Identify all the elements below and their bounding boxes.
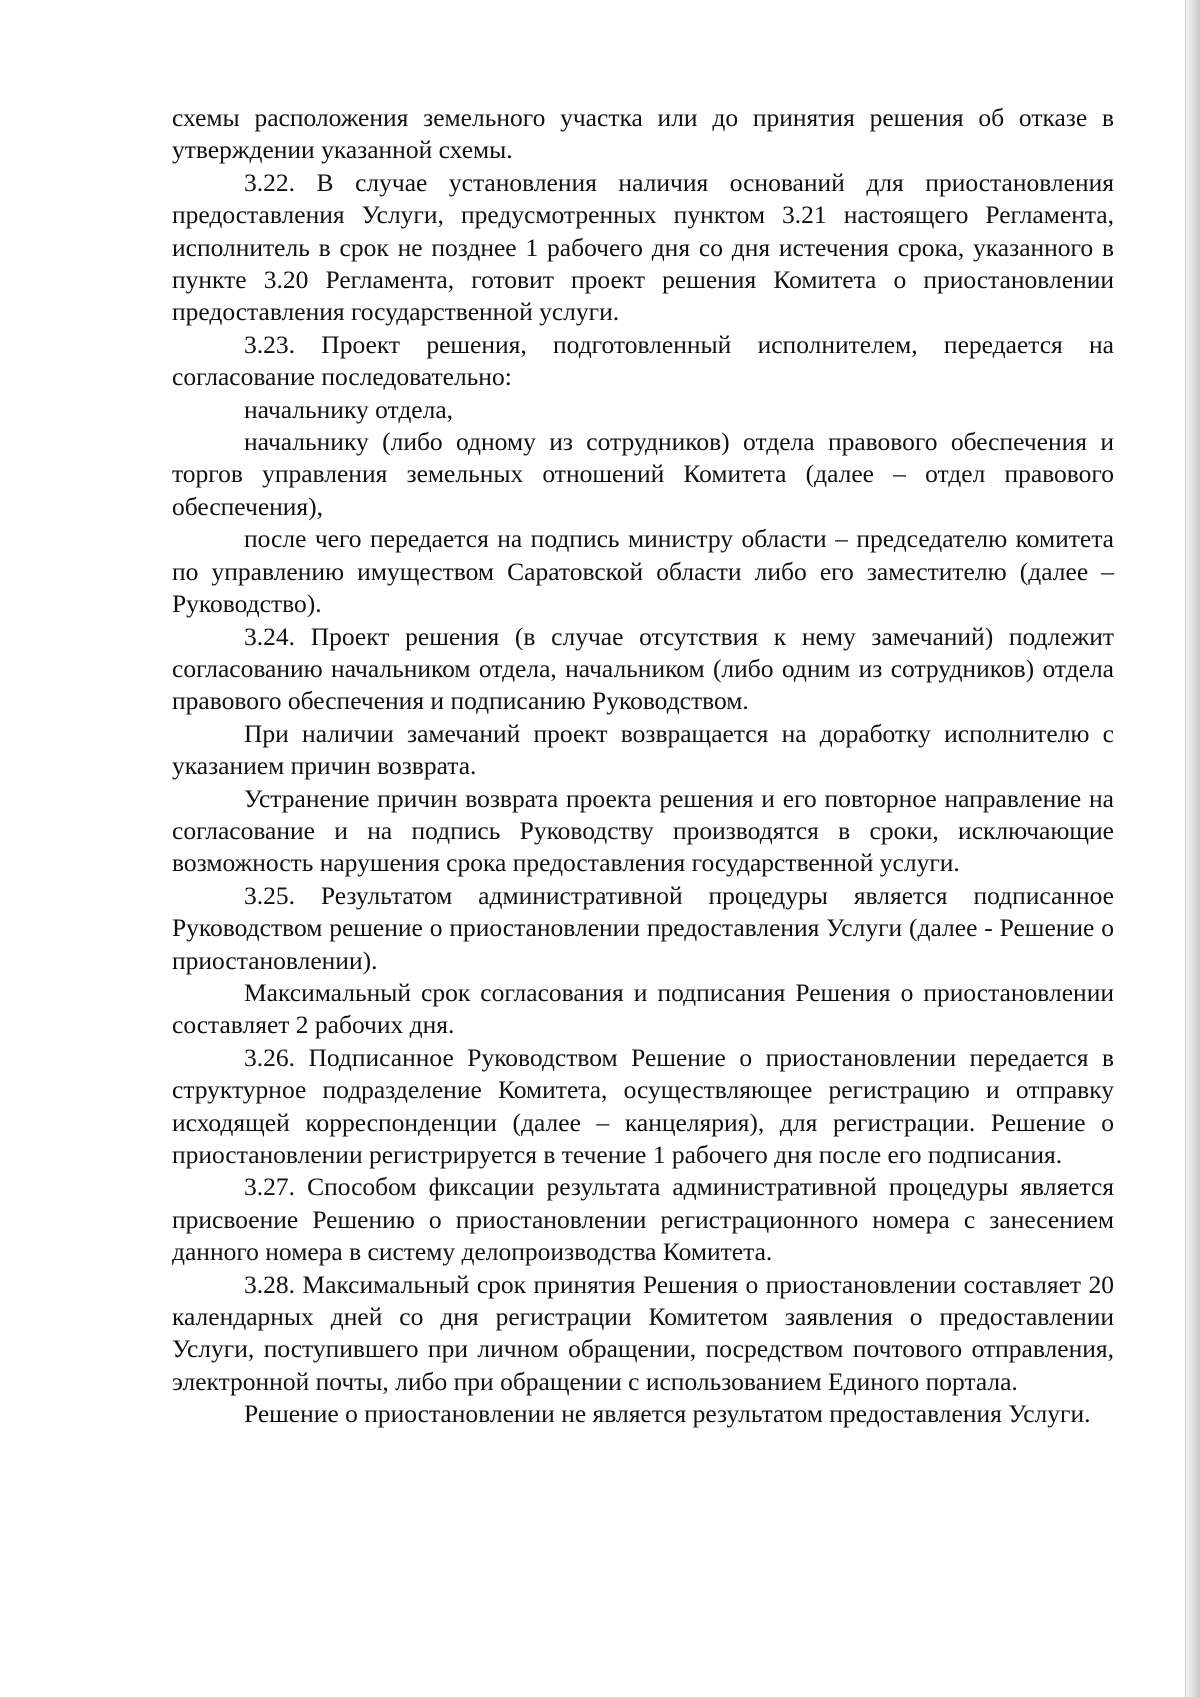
paragraph-elimination: Устранение причин возврата проекта решения и его повторное направление на согласование и на подпись Руководству производятся в сроки, исключающие возможность нарушения срока предоставления государственной услуги. [172,783,1114,878]
paragraph-3-23: 3.23. Проект решения, подготовленный исполнителем, передается на согласование последовательно: [172,329,1114,392]
page-edge-shadow [1185,0,1200,1697]
list-item-legal-department: начальнику (либо одному из сотрудников) отдела правового обеспечения и торгов управления земельных отношений Комитета (далее – отдел правового обеспечения), [172,427,1114,521]
paragraph-not-result: Решение о приостановлении не является результатом предоставления Услуги. [244,1399,1091,1429]
paragraph-3-26: 3.26. Подписанное Руководством Решение о приостановлении передается в структурное подразделение Комитета, осуществляющее регистрацию и отправку исходящей корреспонденции (далее – канцелярия), для регистрации. Решение о приостановлении регистрируется в течение 1 рабочего дня после его подписания. [172,1042,1114,1169]
paragraph-3-27: 3.27. Способом фиксации результата административной процедуры является присвоение Решению о приостановлении регистрационного номера с занесением данного номера в систему делопроизводства Комитета. [172,1172,1114,1267]
paragraph-max-approval-term: Максимальный срок согласования и подписания Решения о приостановлении составляет 2 рабочих дня. [172,977,1114,1040]
paragraph-signature-transfer: после чего передается на подпись министру области – председателю комитета по управлению имуществом Саратовской области либо его заместителю (далее – Руководство). [172,524,1114,619]
list-item-head-of-department: начальнику отдела, [244,394,454,424]
paragraph-3-25: 3.25. Результатом административной процедуры является подписанное Руководством решение о приостановлении предоставления Услуги (далее - Решение о приостановлении). [172,880,1114,975]
paragraph-3-22: 3.22. В случае установления наличия оснований для приостановления предоставления Услуги, предусмотренных пунктом 3.21 настоящего Регламента, исполнитель в срок не позднее 1 рабочего дня со дня истечения срока, указанного в пункте 3.20 Регламента, готовит проект решения Комитета о приостановлении предоставления государственной услуги. [172,167,1114,327]
document-body [172,102,1114,1431]
paragraph-3-28: 3.28. Максимальный срок принятия Решения о приостановлении составляет 20 календарных дней со дня регистрации Комитетом заявления о предоставлении Услуги, поступившего при личном обращении, посредством почтового отправления, электронной почты, либо при обращении с использованием Единого портала. [172,1269,1114,1396]
paragraph-continuation: схемы расположения земельного участка или до принятия решения об отказе в утверждении указанной схемы. [172,103,1114,165]
paragraph-3-24: 3.24. Проект решения (в случае отсутствия к нему замечаний) подлежит согласованию начальником отдела, начальником (либо одним из сотрудников) отдела правового обеспечения и подписанию Руководством. [172,621,1114,716]
paragraph-remarks: При наличии замечаний проект возвращается на доработку исполнителю с указанием причин возврата. [172,718,1114,781]
